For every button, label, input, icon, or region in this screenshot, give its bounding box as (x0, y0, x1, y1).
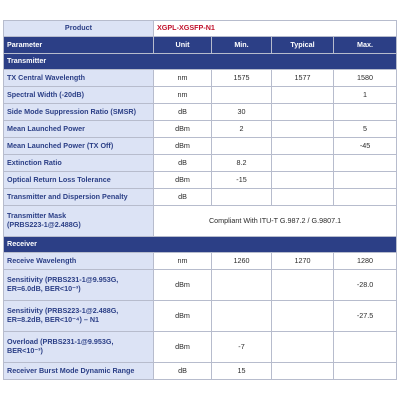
section-row-receiver (4, 237, 397, 253)
parameter-label: Optical Return Loss Tolerance (7, 174, 111, 184)
min-cell (212, 87, 272, 104)
unit-cell: dBm (154, 270, 212, 301)
unit-cell: dBm (154, 332, 212, 363)
parameter-cell (4, 87, 154, 104)
unit-cell: dB (154, 104, 212, 121)
table-row (4, 121, 397, 138)
parameter-label: Sensitivity (PRBS223-1@2.488G, (7, 306, 119, 316)
max-cell: -28.0 (334, 270, 397, 301)
parameter-cell (4, 104, 154, 121)
unit-cell: nm (154, 70, 212, 87)
section-title: Receiver (4, 237, 397, 253)
product-row (4, 21, 397, 37)
typical-cell (272, 332, 334, 363)
table-row (4, 87, 397, 104)
header-unit: Unit (154, 37, 212, 54)
parameter-cell (4, 121, 154, 138)
typical-cell (272, 363, 334, 380)
max-cell (334, 155, 397, 172)
max-cell: -27.5 (334, 301, 397, 332)
product-label: Product (4, 21, 154, 37)
max-cell: 1280 (334, 253, 397, 270)
unit-cell: dB (154, 363, 212, 380)
min-cell: 15 (212, 363, 272, 380)
parameter-cell (4, 206, 154, 237)
typical-cell: 1577 (272, 70, 334, 87)
min-cell: 1575 (212, 70, 272, 87)
parameter-label: Receive Wavelength (7, 255, 77, 265)
parameter-cell (4, 301, 154, 332)
typical-cell (272, 172, 334, 189)
typical-cell (272, 87, 334, 104)
table-row (4, 138, 397, 155)
max-cell (334, 172, 397, 189)
max-cell (334, 189, 397, 206)
typical-cell (272, 104, 334, 121)
table-row (4, 270, 397, 301)
min-cell: 30 (212, 104, 272, 121)
table-row (4, 70, 397, 87)
unit-cell: dBm (154, 121, 212, 138)
unit-cell: dBm (154, 172, 212, 189)
header-row (4, 37, 397, 54)
header-parameter: Parameter (4, 37, 154, 54)
parameter-label: ER=8.2dB, BER<10⁻⁴) – N1 (7, 315, 100, 324)
parameter-cell (4, 363, 154, 380)
typical-cell (272, 155, 334, 172)
header-max: Max. (334, 37, 397, 54)
spec-table-body (4, 21, 397, 380)
parameter-label: ER=6.0dB, BER<10⁻³) (7, 284, 81, 293)
parameter-label: BER<10⁻³) (7, 346, 43, 355)
typical-cell: 1270 (272, 253, 334, 270)
unit-cell: nm (154, 87, 212, 104)
parameter-label: Extinction Ratio (7, 157, 62, 167)
table-row (4, 253, 397, 270)
max-cell: 1580 (334, 70, 397, 87)
header-typical: Typical (272, 37, 334, 54)
parameter-cell (4, 189, 154, 206)
product-value: XGPL-XGSFP-N1 (154, 21, 397, 37)
parameter-label: Side Mode Suppression Ratio (SMSR) (7, 106, 136, 116)
max-cell: 1 (334, 87, 397, 104)
parameter-label: Spectral Width (-20dB) (7, 89, 85, 99)
unit-cell: dBm (154, 301, 212, 332)
parameter-label: Mean Launched Power (TX Off) (7, 140, 114, 150)
table-row (4, 206, 397, 237)
parameter-label: (PRBS223-1@2.488G) (7, 220, 81, 229)
min-cell: 2 (212, 121, 272, 138)
min-cell: -15 (212, 172, 272, 189)
spec-table (3, 20, 397, 380)
table-row (4, 172, 397, 189)
typical-cell (272, 121, 334, 138)
min-cell (212, 270, 272, 301)
parameter-cell (4, 253, 154, 270)
header-min: Min. (212, 37, 272, 54)
table-row (4, 104, 397, 121)
table-row (4, 332, 397, 363)
parameter-label: Sensitivity (PRBS231-1@9.953G, (7, 275, 119, 285)
min-cell: 1260 (212, 253, 272, 270)
max-cell (334, 332, 397, 363)
table-row (4, 363, 397, 380)
parameter-label: Overload (PRBS231-1@9.953G, (7, 337, 114, 347)
parameter-label: TX Central Wavelength (7, 72, 86, 82)
min-cell: -7 (212, 332, 272, 363)
typical-cell (272, 270, 334, 301)
max-cell (334, 104, 397, 121)
parameter-cell (4, 332, 154, 363)
parameter-label: Mean Launched Power (7, 123, 85, 133)
parameter-label: Receiver Burst Mode Dynamic Range (7, 365, 135, 375)
parameter-label: Transmitter and Dispersion Penalty (7, 191, 128, 201)
parameter-cell (4, 155, 154, 172)
parameter-cell (4, 172, 154, 189)
max-cell: -45 (334, 138, 397, 155)
parameter-cell (4, 70, 154, 87)
unit-cell: dB (154, 189, 212, 206)
unit-cell: dBm (154, 138, 212, 155)
table-row (4, 189, 397, 206)
min-cell: 8.2 (212, 155, 272, 172)
typical-cell (272, 138, 334, 155)
table-row (4, 301, 397, 332)
unit-cell: nm (154, 253, 212, 270)
parameter-label: Transmitter Mask (7, 211, 67, 221)
min-cell (212, 189, 272, 206)
table-row (4, 155, 397, 172)
typical-cell (272, 189, 334, 206)
parameter-cell (4, 270, 154, 301)
section-row-transmitter (4, 54, 397, 70)
mask-compliance-cell: Compliant With ITU-T G.987.2 / G.9807.1 (154, 206, 397, 237)
section-title: Transmitter (4, 54, 397, 70)
min-cell (212, 138, 272, 155)
max-cell (334, 363, 397, 380)
parameter-cell (4, 138, 154, 155)
max-cell: 5 (334, 121, 397, 138)
min-cell (212, 301, 272, 332)
typical-cell (272, 301, 334, 332)
unit-cell: dB (154, 155, 212, 172)
